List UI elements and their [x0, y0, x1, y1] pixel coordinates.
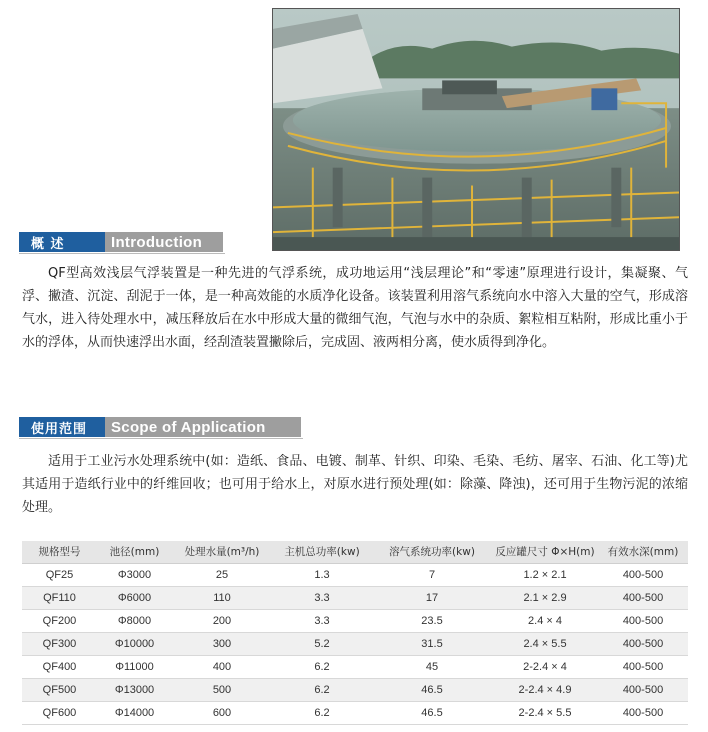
- flotation-tank-photo: [273, 9, 679, 250]
- cell-capacity: 500: [172, 678, 272, 701]
- cell-model: QF25: [22, 563, 97, 586]
- table-row: [22, 563, 688, 586]
- col-main-power: 主机总功率(kw): [272, 541, 372, 563]
- col-capacity: 处理水量(m³/h): [172, 541, 272, 563]
- cell-water-depth: 400-500: [598, 586, 688, 609]
- cell-water-depth: 400-500: [598, 678, 688, 701]
- cell-diameter: Φ6000: [97, 586, 172, 609]
- cell-main-power: 1.3: [272, 563, 372, 586]
- cell-water-depth: 400-500: [598, 655, 688, 678]
- table-row: [22, 632, 688, 655]
- col-model: 规格型号: [22, 541, 97, 563]
- application-heading: [19, 417, 301, 437]
- cell-dissolve-power: 45: [372, 655, 492, 678]
- cell-capacity: 110: [172, 586, 272, 609]
- cell-water-depth: 400-500: [598, 563, 688, 586]
- spec-table: [22, 541, 688, 725]
- overview-heading-en: Introduction: [105, 232, 223, 252]
- overview-heading: [19, 232, 223, 252]
- table-row: [22, 609, 688, 632]
- cell-capacity: 300: [172, 632, 272, 655]
- cell-model: QF500: [22, 678, 97, 701]
- cell-tank-size: 2.4 × 5.5: [492, 632, 598, 655]
- cell-model: QF200: [22, 609, 97, 632]
- cell-model: QF110: [22, 586, 97, 609]
- application-heading-cn: 使用范围: [19, 417, 105, 437]
- product-photo: [272, 8, 680, 251]
- cell-dissolve-power: 31.5: [372, 632, 492, 655]
- cell-dissolve-power: 7: [372, 563, 492, 586]
- cell-tank-size: 2.4 × 4: [492, 609, 598, 632]
- application-text: 适用于工业污水处理系统中(如：造纸、食品、电镀、制革、针织、印染、毛染、毛纺、屠宰、石油、化工等)尤其适用于造纸行业中的纤维回收；也可用于给水上，对原水进行预处理(如：除藻、降浊)，还可用于生物污泥的浓缩处理。: [22, 454, 688, 515]
- cell-main-power: 6.2: [272, 655, 372, 678]
- cell-diameter: Φ3000: [97, 563, 172, 586]
- cell-main-power: 6.2: [272, 701, 372, 724]
- cell-main-power: 3.3: [272, 609, 372, 632]
- table-header-row: [22, 541, 688, 563]
- cell-dissolve-power: 23.5: [372, 609, 492, 632]
- cell-dissolve-power: 46.5: [372, 701, 492, 724]
- cell-model: QF600: [22, 701, 97, 724]
- cell-dissolve-power: 46.5: [372, 678, 492, 701]
- overview-heading-cn: 概 述: [19, 232, 105, 252]
- cell-capacity: 25: [172, 563, 272, 586]
- table-row: [22, 586, 688, 609]
- cell-tank-size: 1.2 × 2.1: [492, 563, 598, 586]
- cell-tank-size: 2.1 × 2.9: [492, 586, 598, 609]
- cell-diameter: Φ8000: [97, 609, 172, 632]
- application-heading-en: Scope of Application: [105, 417, 301, 437]
- overview-text: QF型高效浅层气浮装置是一种先进的气浮系统，成功地运用“浅层理论”和“零速”原理进行设计，集凝聚、气浮、撇渣、沉淀、刮泥于一体，是一种高效能的水质净化设备。该装置利用溶气系统向水中溶入大量的空气，形成溶气水，进入待处理水中，减压释放后在水中形成大量的微细气泡，气泡与水中的杂质、絮粒相互粘附，形成比重小于水的浮体，从而快速浮出水面，经刮渣装置撇除后，完成固、液两相分离，使水质得到净化。: [22, 266, 688, 350]
- cell-model: QF400: [22, 655, 97, 678]
- cell-main-power: 5.2: [272, 632, 372, 655]
- cell-diameter: Φ10000: [97, 632, 172, 655]
- cell-water-depth: 400-500: [598, 609, 688, 632]
- cell-main-power: 6.2: [272, 678, 372, 701]
- cell-tank-size: 2-2.4 × 4.9: [492, 678, 598, 701]
- cell-model: QF300: [22, 632, 97, 655]
- col-diameter: 池径(mm): [97, 541, 172, 563]
- cell-diameter: Φ11000: [97, 655, 172, 678]
- table-row: [22, 678, 688, 701]
- cell-water-depth: 400-500: [598, 701, 688, 724]
- col-dissolve-power: 溶气系统功率(kw): [372, 541, 492, 563]
- col-tank-size: 反应罐尺寸 Φ×H(m): [492, 541, 598, 563]
- table-row: [22, 701, 688, 724]
- cell-water-depth: 400-500: [598, 632, 688, 655]
- cell-diameter: Φ13000: [97, 678, 172, 701]
- table-row: [22, 655, 688, 678]
- cell-capacity: 200: [172, 609, 272, 632]
- heading-underline: [19, 438, 303, 439]
- cell-dissolve-power: 17: [372, 586, 492, 609]
- cell-capacity: 600: [172, 701, 272, 724]
- cell-tank-size: 2-2.4 × 4: [492, 655, 598, 678]
- cell-tank-size: 2-2.4 × 5.5: [492, 701, 598, 724]
- heading-underline: [19, 253, 225, 254]
- cell-main-power: 3.3: [272, 586, 372, 609]
- cell-capacity: 400: [172, 655, 272, 678]
- col-water-depth: 有效水深(mm): [598, 541, 688, 563]
- cell-diameter: Φ14000: [97, 701, 172, 724]
